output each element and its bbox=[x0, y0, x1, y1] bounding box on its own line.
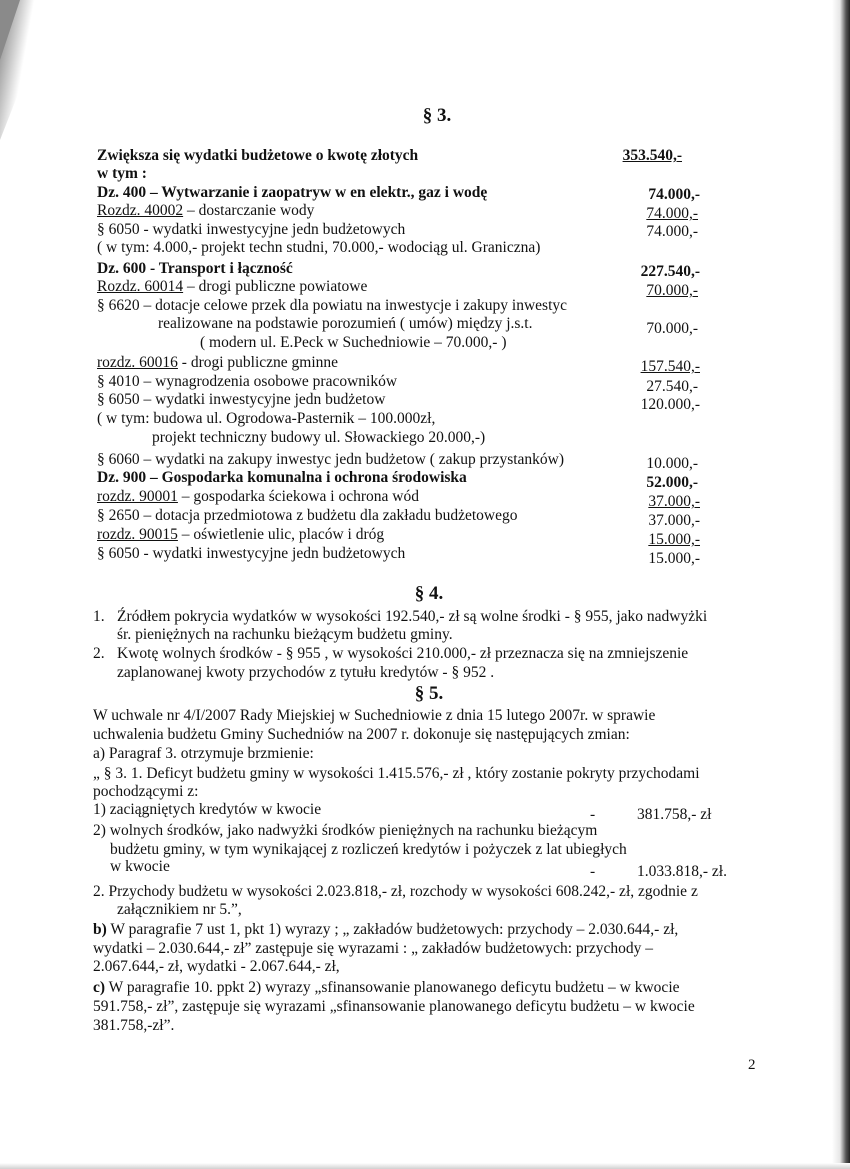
section-5-c-label: c) bbox=[93, 979, 106, 996]
budget-row: ( w tym: 4.000,- projekt techn studni, 70.000,- wodociąg ul. Graniczna) bbox=[97, 239, 541, 256]
budget-row-chapter: rozdz. 90015 bbox=[97, 526, 178, 543]
section-5-item3-line: załącznikiem nr 5.”, bbox=[117, 901, 242, 918]
budget-row-value: 227.540,- bbox=[640, 263, 700, 280]
section-4-item-line: śr. pieniężnych na rachunku bieżącym budżetu gminy. bbox=[117, 626, 453, 643]
budget-row bbox=[97, 354, 338, 372]
budget-row: realizowane na podstawie porozumień ( umów) między j.s.t. bbox=[158, 315, 533, 332]
budget-row-value: 15.000,- bbox=[648, 550, 700, 567]
budget-row-text: – gospodarka ściekowa i ochrona wód bbox=[177, 488, 419, 505]
budget-row-value: 74.000,- bbox=[648, 186, 700, 203]
section-3-total: 353.540,- bbox=[622, 147, 682, 164]
budget-row bbox=[97, 488, 419, 506]
budget-row: § 6620 – dotacje celowe przek dla powiatu na inwestycje i zakupy inwestyc bbox=[97, 297, 568, 314]
section-3-intro: Zwiększa się wydatki budżetowe o kwotę złotych bbox=[97, 147, 419, 164]
section-5-line: a) Paragraf 3. otrzymuje brzmienie: bbox=[93, 745, 314, 762]
budget-row-chapter: rozdz. 90001 bbox=[97, 488, 178, 505]
budget-row: § 6050 - wydatki inwestycyjne jedn budżetowych bbox=[97, 221, 406, 238]
budget-row bbox=[97, 202, 314, 220]
section-5-item3-line: 2. Przychody budżetu w wysokości 2.023.818,- zł, rozchody w wysokości 608.242,- zł, zgodnie z bbox=[93, 883, 698, 900]
section-5-item2-line: budżetu gminy, w tym wynikającej z rozliczeń kredytów i pożyczek z lat ubiegłych bbox=[110, 841, 627, 858]
budget-row: § 6050 – wydatki inwestycyjne jedn budżetow bbox=[97, 391, 386, 408]
budget-row-value: 10.000,- bbox=[646, 455, 698, 472]
section-4-item-num: 2. bbox=[93, 645, 105, 662]
budget-row: § 6050 - wydatki inwestycyjne jedn budżetowych bbox=[97, 545, 406, 562]
budget-row-value: 52.000,- bbox=[646, 474, 698, 491]
section-5-line: W uchwale nr 4/I/2007 Rady Miejskiej w Suchedniowie z dnia 15 lutego 2007r. w sprawie bbox=[93, 707, 656, 724]
section-5-heading: § 5. bbox=[414, 683, 444, 704]
budget-row-value: 27.540,- bbox=[646, 378, 698, 395]
section-5-item2-line: 2) wolnych środków, jako nadwyżki środków pieniężnych na rachunku bieżącym bbox=[93, 822, 598, 839]
budget-row bbox=[97, 278, 367, 296]
section-5-b-text: W paragrafie 7 ust 1, pkt 1) wyrazy ; „ zakładów budżetowych: przychody – 2.030.644,- zł, bbox=[106, 921, 679, 938]
budget-row: projekt techniczny budowy ul. Słowackiego 20.000,-) bbox=[152, 429, 486, 446]
section-5-item1-text: 1) zaciągniętych kredytów w kwocie bbox=[93, 801, 322, 818]
budget-row-text: - drogi publiczne gminne bbox=[177, 354, 339, 371]
budget-row: § 6060 – wydatki na zakupy inwestyc jedn budżetow ( zakup przystanków) bbox=[97, 451, 565, 468]
section-5-item2-dash: - bbox=[590, 863, 596, 880]
section-3-heading: § 3. bbox=[422, 105, 452, 126]
section-4-item-line: zaplanowanej kwoty przychodów z tytułu kredytów - § 952 . bbox=[117, 664, 495, 681]
section-5-b-label: b) bbox=[93, 921, 107, 938]
budget-row-value: 70.000,- bbox=[646, 320, 698, 337]
section-4-heading: § 4. bbox=[414, 583, 444, 604]
budget-row-chapter: Rozdz. 40002 bbox=[97, 202, 184, 219]
budget-row-value: 37.000,- bbox=[648, 493, 700, 510]
section-4-item-line: Źródłem pokrycia wydatków w wysokości 192.540,- zł są wolne środki - § 955, jako nadwyżki bbox=[117, 608, 708, 625]
budget-row-value: 120.000,- bbox=[640, 396, 700, 413]
budget-row-value: 74.000,- bbox=[646, 223, 698, 240]
section-5-line: uchwalenia budżetu Gminy Suchedniów na 2007 r. dokonuje się następujących zmian: bbox=[93, 726, 630, 743]
budget-row: § 4010 – wynagrodzenia osobowe pracowników bbox=[97, 373, 398, 390]
budget-row-value: 74.000,- bbox=[646, 205, 698, 222]
budget-row: § 2650 – dotacja przedmiotowa z budżetu dla zakładu budżetowego bbox=[97, 507, 518, 524]
budget-row-chapter: Rozdz. 60014 bbox=[97, 278, 184, 295]
section-5-b-line: 2.067.644,- zł, wydatki - 2.067.644,- zł, bbox=[93, 958, 340, 975]
section-5-paragraph-c bbox=[93, 979, 680, 997]
section-5-c-line: 381.758,-zł”. bbox=[93, 1017, 175, 1034]
budget-row-value: 37.000,- bbox=[648, 512, 700, 529]
section-5-line: pochodzącymi z: bbox=[93, 783, 199, 800]
budget-row: ( w tym: budowa ul. Ogrodowa-Pasternik – 100.000zł, bbox=[97, 410, 436, 427]
budget-row-value: 15.000,- bbox=[648, 531, 700, 548]
section-5-paragraph-b bbox=[93, 921, 678, 939]
budget-row-text: – oświetlenie ulic, placów i dróg bbox=[177, 526, 385, 543]
section-5-b-line: wydatki – 2.030.644,- zł” zastępuje się wyrazami : „ zakładów budżetowych: przychody – bbox=[93, 940, 653, 957]
section-3-w-tym: w tym : bbox=[97, 165, 147, 182]
section-5-line: „ § 3. 1. Deficyt budżetu gminy w wysokości 1.415.576,- zł , który zostanie pokryty przychodami bbox=[93, 765, 700, 782]
budget-row: Dz. 900 – Gospodarka komunalna i ochrona środowiska bbox=[97, 469, 467, 486]
section-5-c-text: W paragrafie 10. ppkt 2) wyrazy „sfinansowanie planowanego deficytu budżetu – w kwocie bbox=[105, 979, 680, 996]
budget-row: Dz. 600 - Transport i łączność bbox=[97, 260, 293, 277]
budget-row bbox=[97, 526, 384, 544]
section-5-item2-line: w kwocie bbox=[110, 858, 170, 875]
budget-row-value: 157.540,- bbox=[640, 358, 700, 375]
page-number: 2 bbox=[748, 1057, 756, 1073]
budget-row-text: – dostarczanie wody bbox=[183, 202, 315, 219]
section-5-c-line: 591.758,- zł”, zastępuje się wyrazami „sfinansowanie planowanego deficytu budżetu – w kwocie bbox=[93, 998, 695, 1015]
section-5-item2-value: 1.033.818,- zł. bbox=[637, 863, 727, 880]
budget-row-chapter: rozdz. 60016 bbox=[97, 354, 178, 371]
budget-row: Dz. 400 – Wytwarzanie i zaopatryw w en elektr., gaz i wodę bbox=[97, 184, 488, 201]
budget-row-text: – drogi publiczne powiatowe bbox=[183, 278, 368, 295]
budget-row: ( modern ul. E.Peck w Suchedniowie – 70.000,- ) bbox=[200, 334, 507, 351]
section-4-item-line: Kwotę wolnych środków - § 955 , w wysokości 210.000,- zł przeznacza się na zmniejszenie bbox=[117, 645, 689, 662]
budget-row-value: 70.000,- bbox=[646, 282, 698, 299]
section-5-item1-value: 381.758,- zł bbox=[637, 806, 712, 823]
section-4-item-num: 1. bbox=[93, 608, 105, 625]
section-5-item1-dash: - bbox=[590, 806, 596, 823]
